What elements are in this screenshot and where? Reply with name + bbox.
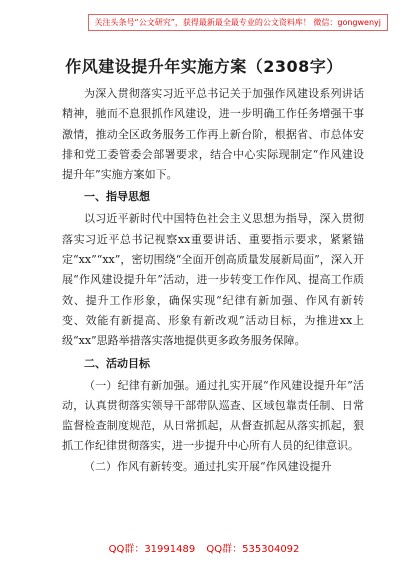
footer xyxy=(0,540,408,555)
section-heading-activity-goals: 二、活动目标 xyxy=(84,356,150,370)
guiding-ideology-paragraph: 以习近平新时代中国特色社会主义思想为指导，深入贯彻落实习近平总书记视察xx重要讲话、重要指示要求，紧紧锚定“xx”“xx”，密切围绕“全面开创高质量发展新局面”，深入开展“作风建设提升年”活动，进一步转变工作作风、提高工作质效、提升工作形象，确保实现“纪律有新加强、作风有新转变、效能有新提高、形象有新改观”活动目标，为推进xx上级“xx”思路举措落实落地提供更多政务服务保障。 xyxy=(62,212,364,348)
footer-qq-group-1: QQ群：31991489 xyxy=(108,544,196,555)
intro-paragraph: 为深入贯彻落实习近平总书记关于加强作风建设系列讲话精神，驰而不息狠抓作风建设，进一步明确工作任务增强干事激情，推动全区政务服务工作再上新台阶，根据省、市总体安排和党工委管委会部署要求，结合中心实际现制定“作风建设提升年”实施方案如下。 xyxy=(62,87,364,182)
footer-qq-group-2: QQ群：535304092 xyxy=(206,544,300,555)
document-title: 作风建设提升年实施方案（2308字） xyxy=(65,57,343,76)
goal-item-style: （二）作风有新转变。通过扎实开展“作风建设提升 xyxy=(84,459,332,473)
header-banner: 关注头条号“公文研究”，获得最新最全最专业的公文资料库！ 微信：gongwenyj xyxy=(88,14,388,31)
goal-item-discipline: （一）纪律有新加强。通过扎实开展“作风建设提升年”活动，认真贯彻落实领导干部带队巡查、区域包靠责任制、日常监督检查制度规范，从日常抓起，从督查抓起从落实抓起，狠抓工作纪律贯彻落实，进一步提升中心所有人员的纪律意识。 xyxy=(62,378,364,453)
section-heading-guiding-ideology: 一、指导思想 xyxy=(84,190,150,204)
document-body xyxy=(62,84,364,477)
